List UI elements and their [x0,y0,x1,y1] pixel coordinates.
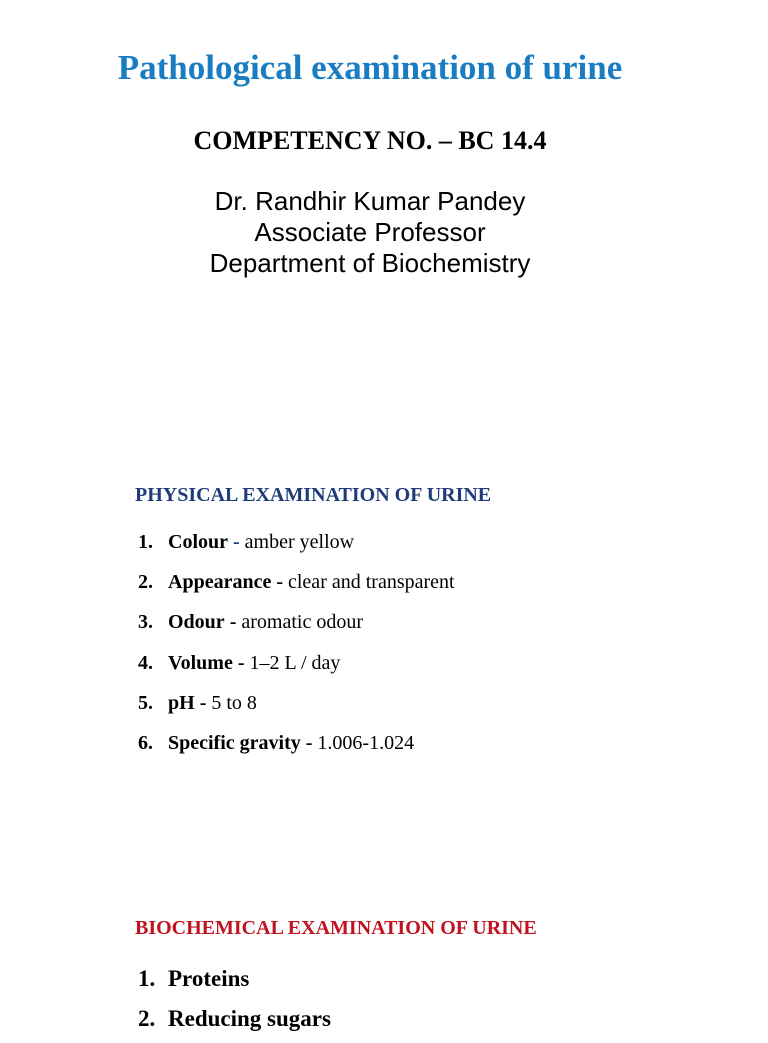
author-department: Department of Biochemistry [209,248,531,278]
competency-number: COMPETENCY NO. – BC 14.4 [193,126,547,155]
item-separator: - [199,691,207,714]
biochemical-examination-heading: BIOCHEMICAL EXAMINATION OF URINE [135,917,537,939]
item-value: 1.006-1.024 [317,731,415,754]
list-item [138,649,455,689]
list-item [138,689,455,729]
item-term: Appearance [168,571,272,594]
item-separator: - [305,731,313,754]
biochemical-examination-list [138,963,331,1043]
item-term: pH [168,691,195,714]
item-term: Specific gravity [168,731,301,754]
item-number: 2. [138,571,153,594]
item-separator: - [233,531,240,553]
item-term: Colour [168,531,228,553]
physical-examination-list [138,528,455,769]
item-value: amber yellow [244,531,355,553]
item-number: 3. [138,611,153,634]
item-number: 6. [138,731,153,754]
list-item [138,528,455,568]
author-block [0,186,740,279]
item-value: 1–2 L / day [249,651,341,674]
item-number: 2. [138,1006,156,1031]
item-value: clear and transparent [288,571,455,594]
item-number: 1. [138,531,153,553]
list-item [138,729,455,769]
list-item [138,963,331,1003]
item-number: 5. [138,691,153,714]
document-title: Pathological examination of urine [117,48,623,87]
list-item [138,608,455,648]
item-separator: - [237,651,245,674]
item-number: 4. [138,651,153,674]
item-separator: - [229,611,237,634]
item-number: 1. [138,966,156,991]
list-item [138,568,455,608]
item-label: Proteins [168,966,250,991]
list-item [138,1003,331,1043]
item-value: aromatic odour [241,611,363,634]
item-separator: - [276,571,283,594]
item-term: Odour [168,611,225,634]
physical-examination-heading: PHYSICAL EXAMINATION OF URINE [135,484,492,506]
item-term: Volume [168,651,233,674]
author-name: Dr. Randhir Kumar Pandey [214,186,526,216]
author-position: Associate Professor [254,217,486,247]
item-label: Reducing sugars [168,1006,331,1031]
item-value: 5 to 8 [211,691,257,714]
